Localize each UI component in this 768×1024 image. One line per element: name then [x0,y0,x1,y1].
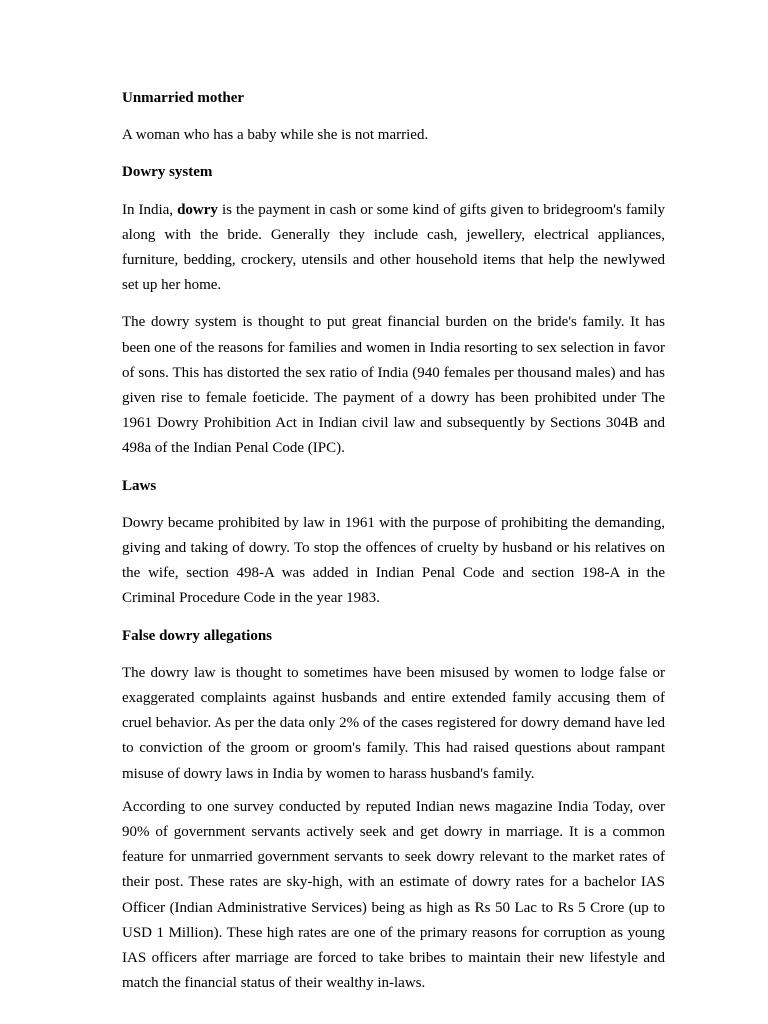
dowry-term: dowry [177,201,218,218]
heading-unmarried-mother: Unmarried mother [122,90,245,106]
paragraph-dowry-law-misuse: The dowry law is thought to sometimes have been misused by women to lodge false or exaggerated complaints against husbands and entire extended family accusing them of cruel behavior. As per the data only 2% of the cases registered for dowry demand have led to conviction of the groom or groom's family. This had raised questions about rampant misuse of dowry laws in India by women to harass husband's family. [122,664,665,782]
document-page [122,86,665,1005]
heading-dowry-system: Dowry system [122,164,213,181]
paragraph-unmarried-mother-definition: A woman who has a baby while she is not married. [122,127,429,144]
heading-laws: Laws [122,477,157,494]
paragraph-dowry-burden: The dowry system is thought to put great financial burden on the bride's family. It has been one of the reasons for families and women in India resorting to sex selection in favor of sons. This has distorted the sex ratio of India (940 females per thousand males) and has given rise to female foeticide. The payment of a dowry has been prohibited under The 1961 Dowry Prohibition Act in Indian civil law and subsequently by Sections 304B and 498a of the Indian Penal Code (IPC). [122,314,665,457]
dowry-p1-rest: is the payment in cash or some kind of gifts given to bridegroom's family along with the bride. Generally they include cash, jewellery, electrical appliances, furniture, bedding, crockery, utensils and other household items that help the newlywed set up her home. [122,201,665,294]
heading-false-dowry-allegations: False dowry allegations [122,627,272,644]
paragraph-dowry-definition [122,198,665,299]
dowry-p1-lead: In India, [122,201,178,218]
paragraph-india-today-survey: According to one survey conducted by reputed Indian news magazine India Today, over 90% of government servants actively seek and get dowry in marriage. It is a common feature for unmarried government servants to seek dowry relevant to the market rates of their post. These rates are sky-high, with an estimate of dowry rates for a bachelor IAS Officer (Indian Administrative Services) being as high as Rs 50 Lac to Rs 5 Crore (up to USD 1 Million). These high rates are one of the primary reasons for corruption as young IAS officers after marriage are forced to take bribes to maintain their new lifestyle and match the financial status of their wealthy in-laws. [122,798,665,992]
paragraph-laws: Dowry became prohibited by law in 1961 with the purpose of prohibiting the demanding, giving and taking of dowry. To stop the offences of cruelty by husband or his relatives on the wife, section 498-A was added in Indian Penal Code and section 198-A in the Criminal Procedure Code in the year 1983. [122,514,665,607]
